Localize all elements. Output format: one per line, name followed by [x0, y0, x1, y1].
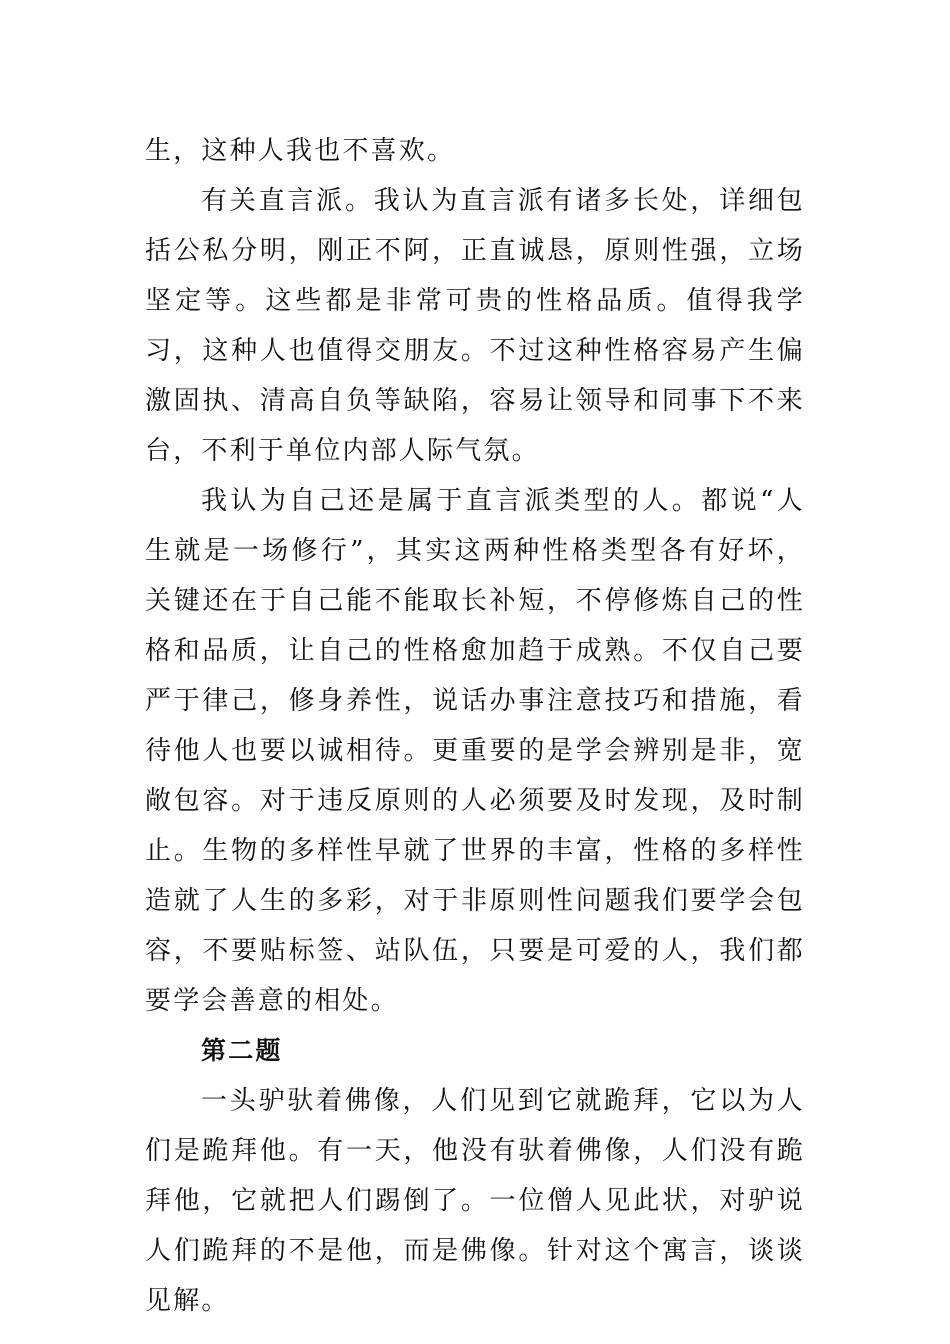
document-body	[145, 126, 805, 1326]
paragraph-self-reflection: 我认为自己还是属于直言派类型的人。都说“人生就是一场修行”，其实这两种性格类型各有好坏，关键还在于自己能不能取长补短，不停修炼自己的性格和品质，让自己的性格愈加趋于成熟。不仅自己要严于律己，修身养性，说话办事注意技巧和措施，看待他人也要以诚相待。更重要的是学会辨别是非，宽敞包容。对于违反原则的人必须要及时发现，及时制止。生物的多样性早就了世界的丰富，性格的多样性造就了人生的多彩，对于非原则性问题我们要学会包容，不要贴标签、站队伍，只要是可爱的人，我们都要学会善意的相处。	[145, 486, 805, 1016]
section-heading: 第二题	[201, 1036, 283, 1065]
question-paragraph: 一头驴驮着佛像，人们见到它就跪拜，它以为人们是跪拜他。有一天，他没有驮着佛像，人们没有跪拜他，它就把人们踢倒了。一位僧人见此状，对驴说人们跪拜的不是他，而是佛像。针对这个寓言，谈谈见解。	[145, 1086, 805, 1316]
paragraph-continuation: 生，这种人我也不喜欢。	[145, 136, 456, 166]
paragraph-direct-speakers: 有关直言派。我认为直言派有诸多长处，详细包括公私分明，刚正不阿，正直诚恳，原则性强，立场坚定等。这些都是非常可贵的性格品质。值得我学习，这种人也值得交朋友。不过这种性格容易产生偏激固执、清高自负等缺陷，容易让领导和同事下不来台，不利于单位内部人际气氛。	[145, 186, 805, 466]
